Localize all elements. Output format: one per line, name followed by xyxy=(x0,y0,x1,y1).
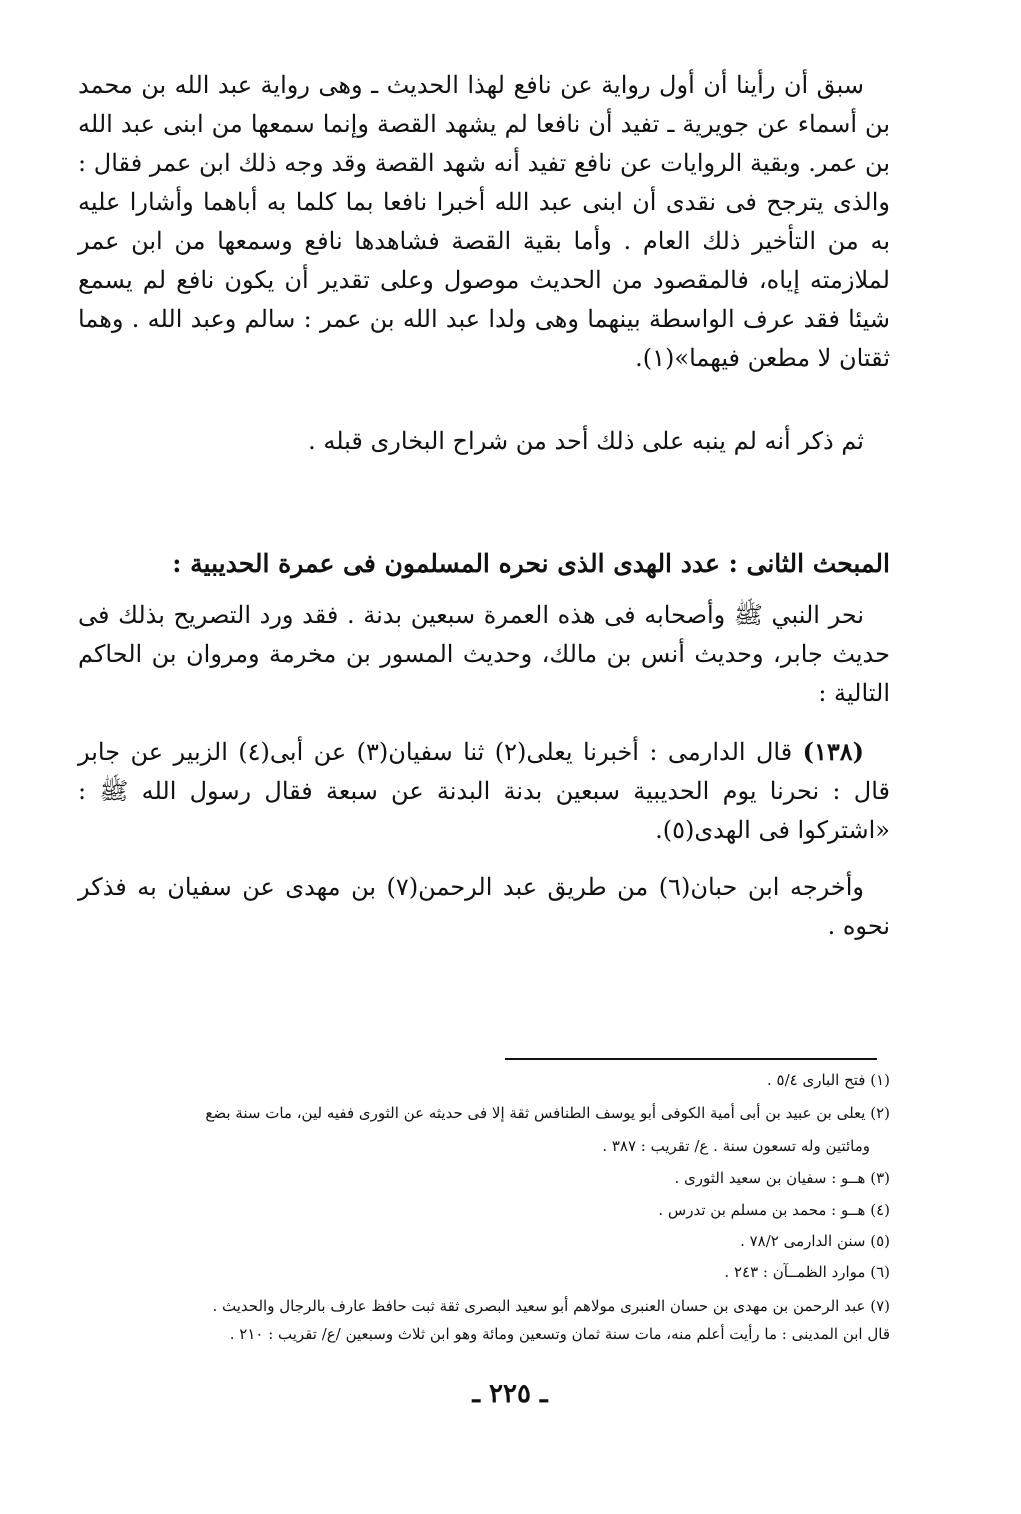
paragraph-1: سبق أن رأينا أن أول رواية عن نافع لهذا الحديث ـ وهى رواية عبد الله بن محمد بن أسماء عن جويرية ـ تفيد أن نافعا لم يشهد القصة وإنما سمعها من ابنى عبد الله بن عمر. وبقية الروايات عن نافع تفيد أنه شهد القصة وقد وجه ذلك ابن عمر فقال : والذى يترجح فى نقدى أن ابنى عبد الله أخبرا نافعا بما كلما به أباهما وأشارا عليه به من التأخير ذلك العام . وأما بقية القصة فشاهدها نافع وسمعها من ابن عمر لملازمته إياه، فالمقصود من الحديث موصول وعلى تقدير أن يكون نافع لم يسمع شيئا فقد عرف الواسطة بينهما وهى ولدا عبد الله بن عمر : سالم وعبد الله . وهما ثقتان لا مطعن فيهما»(١). xyxy=(78,71,890,372)
footnote-4: (٤) هــو : محمد بن مسلم بن تدرس . xyxy=(658,1201,890,1219)
paragraph-4 xyxy=(78,732,890,850)
footnote-separator xyxy=(505,1058,877,1060)
hadith-number: (١٣٨) xyxy=(802,737,864,766)
footnote-5: (٥) سنن الدارمى ٧٨/٢ . xyxy=(740,1232,890,1250)
footnote-1: (١) فتح البارى ٥/٤ . xyxy=(767,1071,890,1089)
paragraph-3: نحر النبي ﷺ وأصحابه فى هذه العمرة سبعين بدنة . فقد ورد التصريح بذلك فى حديث جابر، وحديث أنس بن مالك، وحديث المسور بن مخرمة ومروان بن الحاكم التالية : xyxy=(78,601,890,707)
paragraph-2: ثم ذكر أنه لم ينبه على ذلك أحد من شراح البخارى قبله . xyxy=(308,427,864,455)
footnote-7: (٧) عبد الرحمن بن مهدى بن حسان العنبرى مولاهم أبو سعيد البصرى ثقة ثبت حافظ عارف بالرجال والحديث . xyxy=(212,1297,890,1315)
footnote-2-continued: ومائتين وله تسعون سنة . ع/ تقريب : ٣٨٧ . xyxy=(602,1137,870,1155)
footnote-7-continued: قال ابن المدينى : ما رأيت أعلم منه، مات سنة ثمان وتسعين ومائة وهو ابن ثلاث وسبعين /ع/ تقريب : ٢١٠ . xyxy=(229,1325,890,1343)
section-heading: المبحث الثانى : عدد الهدى الذى نحره المسلمون فى عمرة الحديبية : xyxy=(172,549,890,578)
footnote-2: (٢) يعلى بن عبيد بن أبى أمية الكوفى أبو يوسف الطنافس ثقة إلا فى حديثه عن الثورى ففيه لين، مات سنة بضع xyxy=(205,1104,890,1122)
paragraph-5: وأخرجه ابن حبان(٦) من طريق عبد الرحمن(٧) بن مهدى عن سفيان به فذكر نحوه . xyxy=(78,873,890,940)
page-number: ـ ٢٢٥ ـ xyxy=(472,1379,548,1409)
footnote-6: (٦) موارد الظمــآن : ٢٤٣ . xyxy=(724,1263,890,1281)
footnote-3: (٣) هــو : سفيان بن سعيد الثورى . xyxy=(674,1169,890,1187)
paragraph-4-text: قال الدارمى : أخبرنا يعلى(٢) ثنا سفيان(٣) عن أبى(٤) الزبير عن جابر قال : نحرنا يوم الحديبية سبعين بدنة البدنة عن سبعة فقال رسول الله ﷺ : «اشتركوا فى الهدى(٥). xyxy=(78,738,890,844)
